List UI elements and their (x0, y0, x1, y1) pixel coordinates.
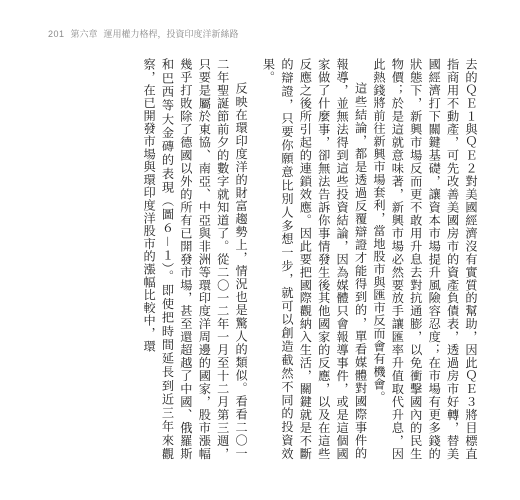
vertical-text-column (131, 58, 480, 460)
paragraph: 反映在環印度洋的財富趨勢上，情況也是驚人的類似。看看二〇一二年聖誕節前夕的數字就知道了。從二〇一二年一月至十二月第三週，只要是屬於東協、南亞、中亞與非洲等環印度洋周邊的國家，股市漲幅幾乎打敗除了德國以外的所有已開發市場，甚至還超越了中國、俄羅斯和巴西等大金磚的表現（圖６－１）。即使把時間延長到近三年來觀察，在已開發市場與環印度洋股市的漲幅比較中，環 (142, 58, 249, 460)
page-number: 201 (48, 28, 65, 39)
chapter-title: 運用權力格桿，投資印度洋新絲路 (103, 29, 239, 39)
running-header (48, 27, 239, 40)
paragraph: 這些結論，都是透過反覆辯證才能得到的，單看媒體對國際事件的報導，並無法得到這些投資結論，因為媒體只會報導事件，或是這個國家做了什麼事，卻無法告訴你事情發生後其他國家的反應，以及在這些反應之後所引起的連鎖效應。因此要把國際觀納入生活，關鍵就是不斷的辯證，只要你願意比別人多想一步，就可以創造截然不同的投資效果。 (261, 58, 368, 460)
chapter-label: 第六章 (70, 29, 98, 39)
body-text (40, 58, 480, 460)
paragraph: 去的ＱＥ１與ＱＥ２對美國經濟沒有實質的幫助，因此ＱＥ３將目標直指商用不動產，可先改善美國房市的資產負債表，透過房市好轉，替美國經濟打下關鍵基礎，讓資本市場提升風險容忍度；在市場有更多錢的狀態下，新興市場反而更不敢用升息去對抗通膨，以免衝擊國內的民生物價；於是這就意味著，新興市場必然要放手讓匯率升值取代升息，因此熱錢將前往新興市場套利，當地股市與匯市反而會有機會。 (371, 58, 478, 460)
